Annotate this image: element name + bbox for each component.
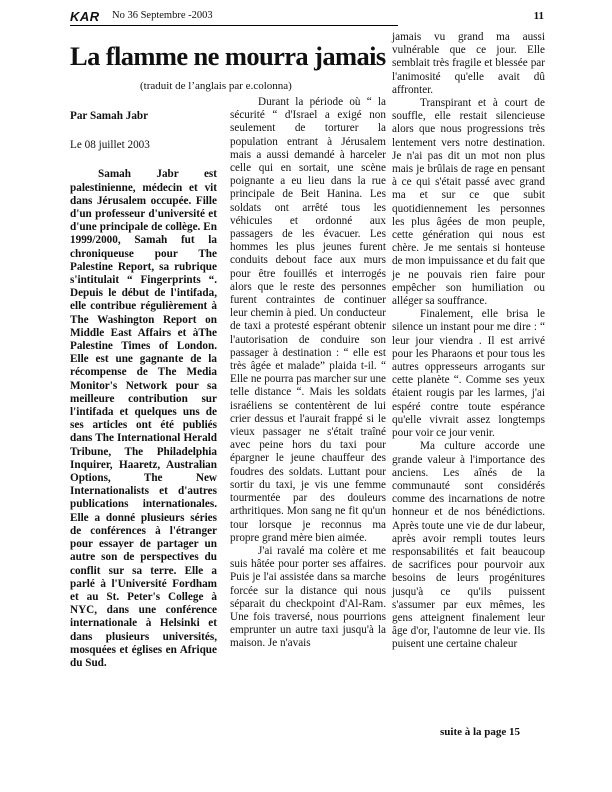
paragraph: Transpirant et à court de souffle, elle restait silencieuse alors que nous progressions très lentement vers notre destination. Je n'ai pas dit un mot non plus mais je brûlais de rage en pensant à ce qui s'était passé avec grand ma et sur ce que subit quotidiennement les personnes les plus âgées de mon peuple, cette génération qui nous est chère. Je me sentais si honteuse de mon impuissance et du fait que je ne pouvais rien faire pour empêcher son humiliation ou alléger sa souffrance.	[392, 97, 545, 308]
issue-info: No 36 Septembre -2003	[112, 10, 213, 21]
page-number: 11	[533, 10, 544, 22]
paragraph: jamais vu grand ma aussi vulnérable que ce jour. Elle semblait très fragile et blessée par l'animosité qu'elle avait dû affronter.	[392, 31, 545, 96]
translator-credit: (traduit de l’anglais par e.colonna)	[140, 80, 292, 92]
header-rule	[70, 25, 398, 26]
column-3	[392, 31, 545, 652]
paragraph: Durant la période où “ la sécurité “ d'Israel a exigé non seulement de torturer la population entrant à Jérusalem mais a aussi demandé à harceler celle qui en sortait, une scène poignante a eu lieu dans la rue principale de Beit Hanina. Les soldats ont arrêté tous les véhicules et ordonné aux passagers de les évacuer. Les hommes les plus jeunes furent conduits debout face aux murs pour être fouillés et interrogés alors que le reste des personnes furent contraintes de continuer leur chemin à pied. Un conducteur de taxi a protesté espérant obtenir l'autorisation de conduire son passager à destination : “ elle est très âgée et malade” plaida t-il. “ Elle ne pourra pas marcher sur une telle distance “. Mais les soldats israéliens se contentèrent de lui crier dessus et l'aurait frappé si le vieux passager ne s'était traîné avec peine hors du taxi pour épargner le jeune chauffeur des foudres des soldats. Luttant pour sortir du taxi, je vis une femme tourmentée par des douleurs arthritiques. Mon sang ne fit qu'un tour lorsque je reconnus ma propre grand mère bien aimée.	[230, 96, 386, 544]
paragraph: Ma culture accorde une grande valeur à l'importance des anciens. Les aînés de la communauté sont considérés comme des incarnations de notre honneur et de nos bénédictions. Après toute une vie de dur labeur, après avoir rempli toutes leurs responsabilités et fait beaucoup de sacrifices pour pourvoir aux besoins de leurs progénitures jusqu'à ce qu'ils puissent s'assumer par eux mêmes, les gens atteignent finalement leur âge d'or, l'automne de leur vie. Ils puisent une certaine chaleur	[392, 440, 545, 651]
magazine-logo: KAR	[70, 9, 100, 24]
continued-note: suite à la page 15	[440, 726, 521, 738]
page-header	[70, 10, 544, 24]
paragraph: Finalement, elle brisa le silence un instant pour me dire : “ leur jour viendra . Il est arrivé pour les Pharaons et pour tous les autres oppresseurs arrogants sur cette planète “. Comme ses yeux étaient rougis par les larmes, j'ai espéré contre toute espérance qu'elle vivrait assez longtemps pour voir ce jour venir.	[392, 308, 545, 440]
column-1	[70, 110, 217, 670]
author-bio: Samah Jabr est palestinienne, médecin et vit dans Jérusalem occupée. Fille d'un professeur d'université et d'une principale de collège. En 1999/2000, Samah fut la chroniqueuse pour The Palestine Report, sa rubrique s'intitulait “ Fingerprints “. Depuis le début de l'intifada, elle contribue régulièrement à The Washington Report on Middle East Affairs et àThe Palestine Times of London. Elle est une gagnante de la récompense de The Media Monitor's Network pour sa meilleure contribution sur l'intifada et quelques uns de ses articles ont été publiés dans The International Herald Tribune, The Philadelphia Inquirer, Haaretz, Australian Options, The New Internationalists et d'autres publications internationales. Elle a donné plusieurs séries de conférences à l'étranger pour essayer de partager un autre son de perspectives du conflit sur sa terre. Elle a parlé à l'Université Fordham et au St. Peter's College à NYC, dans une conférence internationale à Helsinki et dans plusieurs universités, mosquées et églises en Afrique du Sud.	[70, 168, 217, 669]
byline: Par Samah Jabr	[70, 110, 149, 122]
column-2	[230, 96, 386, 651]
article-date: Le 08 juillet 2003	[70, 139, 150, 152]
article-title: La flamme ne mourra jamais	[70, 41, 386, 71]
paragraph: J'ai ravalé ma colère et me suis hâtée pour porter ses affaires. Puis je l'ai assistée dans sa marche forcée sur la distance qui nous séparait du checkpoint d'Al-Ram. Une fois traversé, nous pourrions emprunter un autre taxi jusqu'à la maison. Je n'avais	[230, 544, 386, 650]
